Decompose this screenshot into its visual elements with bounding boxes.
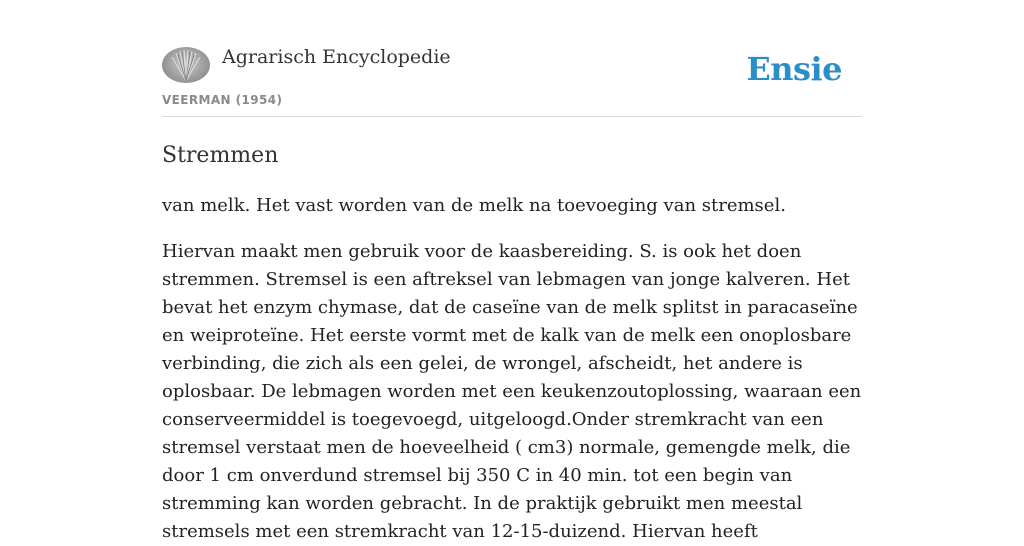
page-container bbox=[162, 0, 862, 546]
brand-logo[interactable]: Ensie bbox=[746, 50, 842, 88]
article-body: Hiervan maakt men gebruik voor de kaasbereiding. S. is ook het doen stremmen. Stremsel is een aftreksel van lebmagen van jonge kalveren. Het bevat het enzym chymase, dat de caseïne van de melk splitst in paracaseïne en weiproteïne. Het eerste vormt met de kalk van de melk een onoplosbare verbinding, die zich als een gelei, de wrongel, afscheidt, het andere is oplosbaar. De lebmagen worden met een keukenzoutoplossing, waaraan een conserveermiddel is toegevoegd, uitgeloogd.Onder stremkracht van een stremsel verstaat men de hoeveelheid ( cm3) normale, gemengde melk, die door 1 cm onverdund stremsel bij 350 C in 40 min. tot een begin van stremming kan worden gebracht. In de praktijk gebruikt men meestal stremsels met een stremkracht van 12-15-duizend. Hiervan heeft bbox=[162, 241, 862, 542]
source-title[interactable]: Agrarisch Encyclopedie bbox=[222, 46, 451, 68]
source-author[interactable]: VEERMAN (1954) bbox=[162, 93, 283, 107]
article-title: Stremmen bbox=[162, 143, 279, 168]
article-summary: van melk. Het vast worden van de melk na toevoeging van stremsel. bbox=[162, 195, 786, 216]
wheat-icon[interactable] bbox=[162, 47, 210, 83]
source-header bbox=[162, 0, 862, 117]
